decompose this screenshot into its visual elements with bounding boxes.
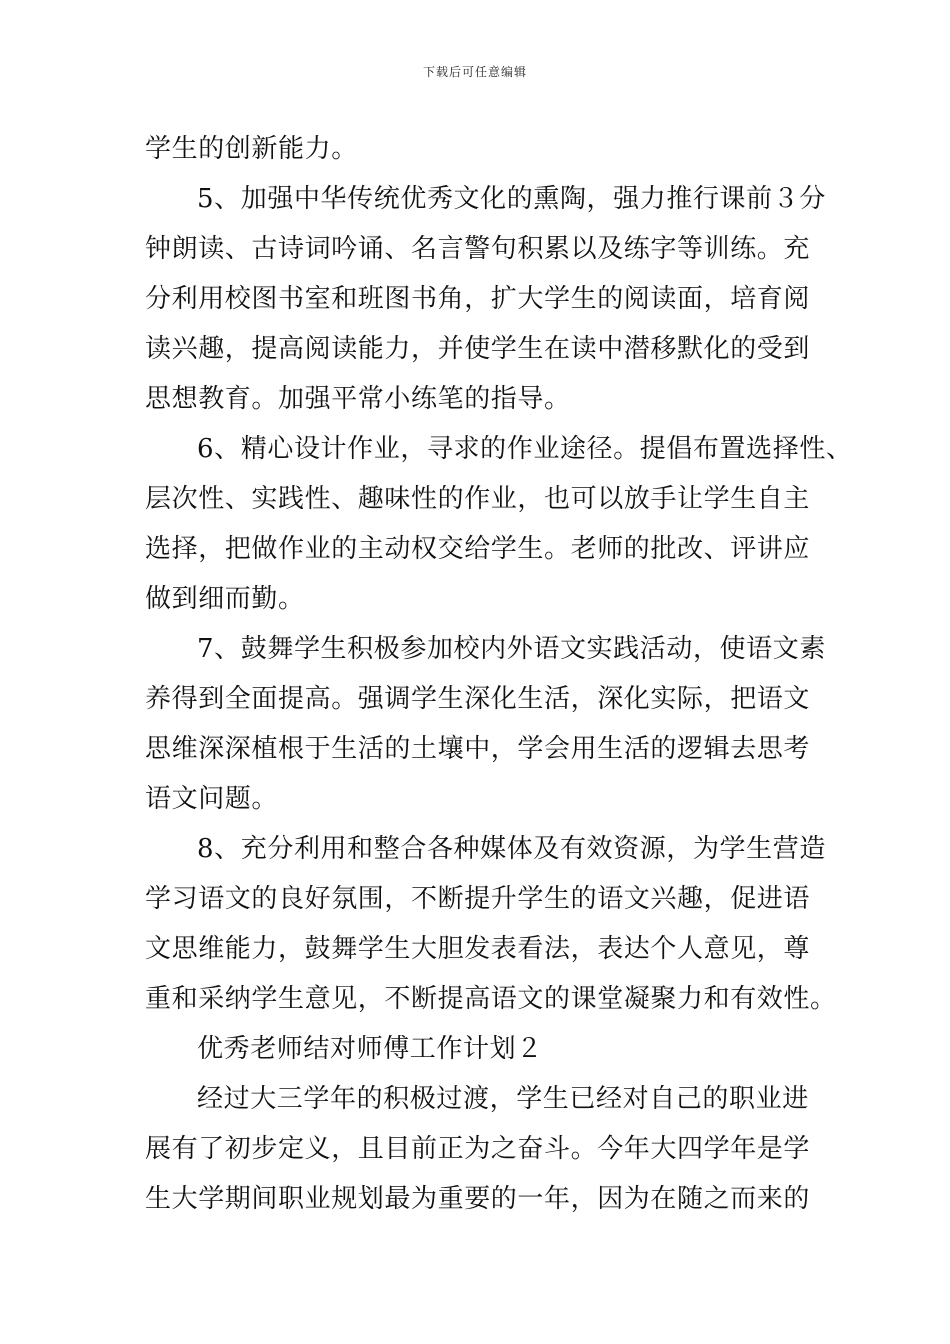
text-line: 做到细而勤。 (145, 584, 305, 614)
text-line: 层次性、实践性、趣味性的作业，也可以放手让学生自主 (145, 484, 811, 514)
text-line: 学生的创新能力。 (145, 134, 358, 164)
text-line: 重和采纳学生意见，不断提高语文的课堂凝聚力和有效性。 (145, 984, 837, 1014)
text-line: 经过大三学年的积极过渡，学生已经对自己的职业进 (197, 1084, 809, 1114)
text-line: 养得到全面提高。强调学生深化生活，深化实际，把语文 (145, 684, 811, 714)
text-line: 学习语文的良好氛围，不断提升学生的语文兴趣，促进语 (145, 884, 811, 914)
text-line: 分利用校图书室和班图书角，扩大学生的阅读面，培育阅 (145, 284, 811, 314)
text-line: 选择，把做作业的主动权交给学生。老师的批改、评讲应 (145, 534, 811, 564)
text-line: 6、精心设计作业，寻求的作业途径。提倡布置选择性、 (197, 434, 853, 464)
text-line: 文思维能力，鼓舞学生大胆发表看法，表达个人意见，尊 (145, 934, 811, 964)
text-line: 8、充分利用和整合各种媒体及有效资源，为学生营造 (197, 834, 826, 864)
text-line: 思想教育。加强平常小练笔的指导。 (145, 384, 571, 414)
section-heading: 优秀老师结对师傅工作计划２ (197, 1034, 543, 1064)
text-line: 7、鼓舞学生积极参加校内外语文实践活动，使语文素 (197, 634, 826, 664)
page-header: 下载后可任意编辑 (422, 65, 527, 79)
text-line: 语文问题。 (145, 784, 279, 814)
text-line: 读兴趣，提高阅读能力，并使学生在读中潜移默化的受到 (145, 334, 811, 364)
text-line: 5、加强中华传统优秀文化的熏陶，强力推行课前３分 (197, 184, 826, 214)
text-line: 思维深深植根于生活的土壤中，学会用生活的逻辑去思考 (145, 734, 811, 764)
text-line: 展有了初步定义，且目前正为之奋斗。今年大四学年是学 (145, 1134, 811, 1164)
text-line: 生大学期间职业规划最为重要的一年，因为在随之而来的 (145, 1184, 811, 1214)
text-line: 钟朗读、古诗词吟诵、名言警句积累以及练字等训练。充 (145, 234, 811, 264)
